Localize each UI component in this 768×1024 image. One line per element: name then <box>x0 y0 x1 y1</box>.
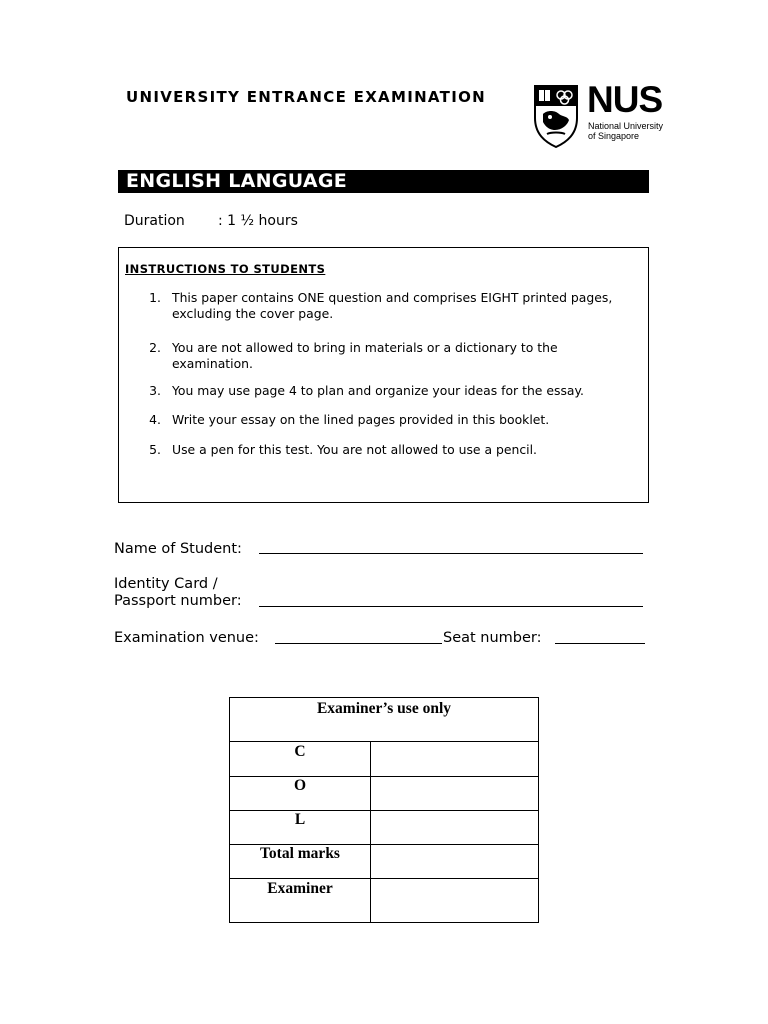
examiner-table-caption: Examiner’s use only <box>316 700 452 717</box>
logo-subtitle <box>588 121 663 141</box>
instruction-text: Use a pen for this test. You are not allowed to use a pencil. <box>172 442 537 457</box>
duration-label: Duration <box>124 213 185 229</box>
identity-card-label: Identity Card / <box>114 576 218 592</box>
instruction-number: 5. <box>149 442 161 457</box>
instruction-text: You may use page 4 to plan and organize your ideas for the essay. <box>172 383 584 398</box>
seat-number-field[interactable] <box>555 643 645 644</box>
student-name-field[interactable] <box>259 553 643 554</box>
passport-number-label: Passport number: <box>114 593 242 609</box>
passport-number-field[interactable] <box>259 606 643 607</box>
table-row-label: C <box>294 743 306 760</box>
exam-title: UNIVERSITY ENTRANCE EXAMINATION <box>126 88 486 106</box>
logo-wordmark: NUS <box>587 79 663 120</box>
instruction-text: Write your essay on the lined pages provided in this booklet. <box>172 412 550 427</box>
subject-title: ENGLISH LANGUAGE <box>126 170 348 192</box>
table-column-divider <box>370 741 371 923</box>
logo-subtitle-line-1: National University <box>588 121 664 131</box>
instruction-text: This paper contains ONE question and comprises EIGHT printed pages, excluding the cover page. <box>172 290 613 321</box>
instructions-box <box>118 247 649 503</box>
instruction-number: 4. <box>149 412 161 427</box>
table-row-label: O <box>293 777 307 794</box>
table-divider <box>229 741 539 742</box>
instruction-number: 3. <box>149 383 161 398</box>
table-divider <box>229 878 539 879</box>
nus-logo <box>533 79 673 150</box>
instruction-number: 2. <box>149 340 161 355</box>
instruction-number: 1. <box>149 290 161 305</box>
seat-number-label: Seat number: <box>443 630 542 646</box>
logo-subtitle-line-2: of Singapore <box>588 131 640 141</box>
nus-crest-icon <box>533 84 579 148</box>
instruction-text: You are not allowed to bring in materials or a dictionary to the examination. <box>172 340 558 371</box>
student-name-label: Name of Student: <box>114 541 242 557</box>
table-row-label: L <box>294 811 306 828</box>
exam-venue-label: Examination venue: <box>114 630 259 646</box>
exam-venue-field[interactable] <box>275 643 442 644</box>
duration-value: : 1 ½ hours <box>218 213 298 229</box>
instructions-heading: INSTRUCTIONS TO STUDENTS <box>125 262 326 276</box>
table-row-label: Examiner <box>267 880 333 897</box>
table-row-label: Total marks <box>260 845 340 862</box>
